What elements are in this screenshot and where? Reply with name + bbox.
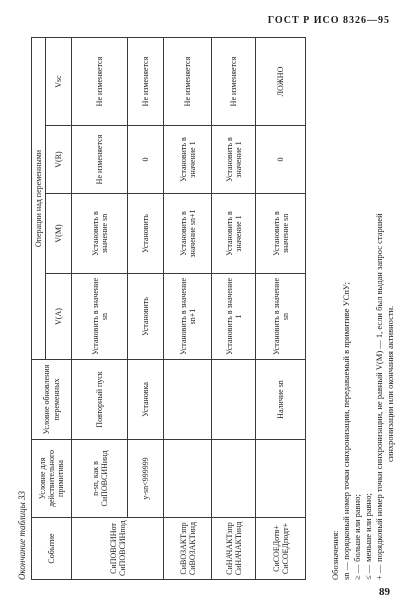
note-plus-text: порядковый номер точки синхронизации, не равный V(M) — 1, если был выдан запрос старшей xyxy=(374,213,384,562)
cell-vr: Не изменяется xyxy=(72,126,128,194)
header-vm: V(M) xyxy=(46,194,72,274)
cell-event: СиПОВСИНот СиПОВСИНпод xyxy=(72,518,164,580)
cell-condition-update xyxy=(164,360,212,440)
cell-event: СиВОЗАКТзпр СиВОЗАКТинд xyxy=(164,518,212,580)
cell-va: Установить в значение sn xyxy=(72,274,128,360)
table-caption: Окончание таблицы 33 xyxy=(17,490,27,580)
note-plus-continuation: синхронизации или окончания активности. xyxy=(385,305,395,462)
cell-vsc: Не изменяется xyxy=(128,38,164,126)
cell-va: Установить в значение sn xyxy=(256,274,306,360)
cell-condition-valid xyxy=(256,440,306,518)
note-ge xyxy=(352,38,363,580)
plus-symbol-icon: + — xyxy=(374,564,384,580)
header-condition-valid: Условие для действительного примитива xyxy=(32,440,72,518)
cell-vm: Установить в значение 1 xyxy=(212,194,256,274)
cell-vsc: Не изменяется xyxy=(72,38,128,126)
cell-condition-update: Установка xyxy=(128,360,164,440)
cell-vm: Установить xyxy=(128,194,164,274)
table-row xyxy=(164,38,212,580)
ge-symbol-icon: ≥ — xyxy=(352,564,362,580)
note-le xyxy=(363,38,374,580)
cell-va: Установить xyxy=(128,274,164,360)
le-symbol-icon: ≤ — xyxy=(363,564,373,580)
table-row xyxy=(212,38,256,580)
cell-vsc: ЛОЖНО xyxy=(256,38,306,126)
header-va: V(A) xyxy=(46,274,72,360)
page-number: 89 xyxy=(379,586,390,598)
notes-block xyxy=(330,38,396,580)
cell-va: Установить в значение 1 xyxy=(212,274,256,360)
cell-condition-valid: y-sn<999999 xyxy=(128,440,164,518)
cell-vr: Установить в значение 1 xyxy=(164,126,212,194)
header-operations: Операции над переменными xyxy=(32,38,46,360)
page-header: ГОСТ Р ИСО 8326—95 xyxy=(267,15,390,26)
table-row xyxy=(256,38,306,580)
note-le-text: меньше или равно; xyxy=(363,493,373,562)
table-33-continuation xyxy=(31,37,306,580)
header-vsc: Vsc xyxy=(46,38,72,126)
table-row xyxy=(72,38,128,580)
cell-condition-update: Наличие sn xyxy=(256,360,306,440)
note-sn: sn — порядковый номер точки синхронизации, передаваемый в примитиве УСпУ; xyxy=(341,282,351,580)
notes-title: Обозначения: xyxy=(330,530,340,580)
cell-event: СиСОЕДотв+ СиСОЕДподт+ xyxy=(256,518,306,580)
table-row xyxy=(128,38,164,580)
note-plus xyxy=(374,38,385,580)
cell-vm: Установить в значение sn xyxy=(256,194,306,274)
header-event: Событие xyxy=(32,518,72,580)
cell-vm: Установить в значение sn xyxy=(72,194,128,274)
note-ge-text: больше или равно; xyxy=(352,494,362,562)
cell-event: СиНАЧАКТзпр СиНАЧАКТинд xyxy=(212,518,256,580)
cell-va: Установить в значение sn+1 xyxy=(164,274,212,360)
cell-vr: Установить в значение 1 xyxy=(212,126,256,194)
rotated-page-content xyxy=(15,38,395,580)
cell-vsc: Не изменяется xyxy=(164,38,212,126)
cell-condition-update xyxy=(212,360,256,440)
cell-condition-valid xyxy=(164,440,212,518)
header-condition-update: Условие обновления переменных xyxy=(32,360,72,440)
cell-vm: Установить в значение sn+1 xyxy=(164,194,212,274)
cell-condition-update: Повторный пуск xyxy=(72,360,128,440)
cell-vr: 0 xyxy=(256,126,306,194)
cell-condition-valid xyxy=(212,440,256,518)
cell-vsc: Не изменяется xyxy=(212,38,256,126)
header-vr: V(R) xyxy=(46,126,72,194)
cell-condition-valid: n-sn, как в СиПОВСИНинд xyxy=(72,440,128,518)
cell-vr: 0 xyxy=(128,126,164,194)
